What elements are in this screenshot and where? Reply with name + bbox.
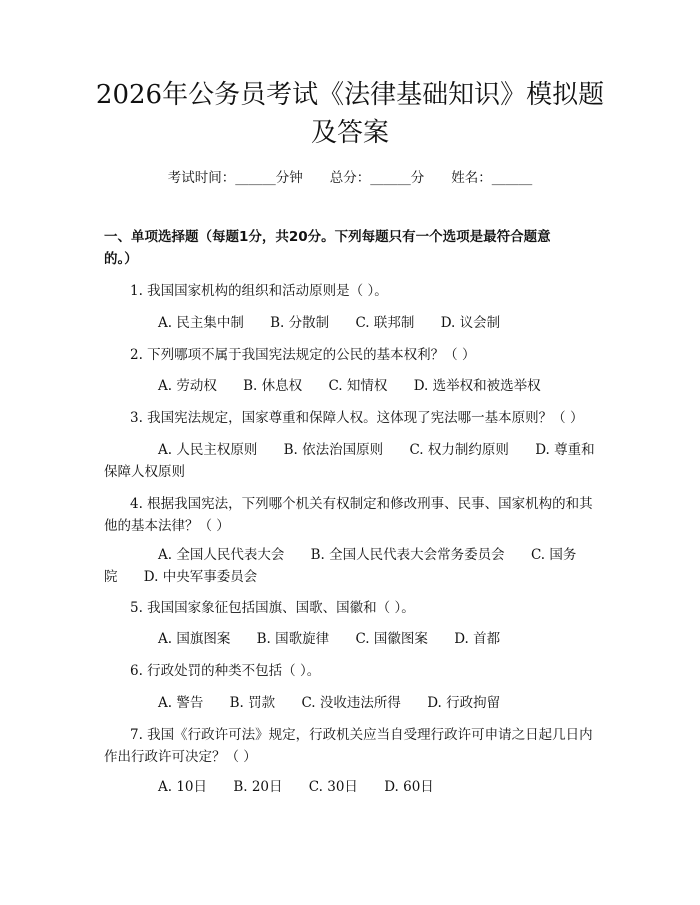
question-6-stem: 6. 行政处罚的种类不包括（ ）。 [130, 663, 321, 679]
option-a: A. 国旗图案 [158, 631, 231, 647]
option-d: D. 60日 [384, 779, 434, 795]
option-d: D. 行政拘留 [427, 695, 501, 711]
option-d: D. 首都 [454, 631, 501, 647]
question-7-options [104, 776, 600, 798]
question-5-options [104, 628, 600, 650]
question-3-stem: 3. 我国宪法规定，国家尊重和保障人权。这体现了宪法哪一基本原则？（ ） [130, 410, 584, 426]
option-c: C. 权力制约原则 [409, 442, 509, 458]
exam-info-line: 考试时间：______分钟 总分：______分 姓名：______ [167, 170, 533, 186]
option-c: C. 30日 [308, 779, 358, 795]
question-6-options [104, 692, 600, 714]
option-d: D. 议会制 [440, 315, 501, 331]
question-4-options [104, 544, 600, 588]
option-d: D. 尊重和保障人权原则 [104, 442, 595, 480]
option-a: A. 全国人民代表大会 [158, 547, 285, 563]
question-1-stem: 1. 我国国家机构的组织和活动原则是（ ）。 [130, 283, 388, 299]
question-4-stem: 4. 根据我国宪法，下列哪个机关有权制定和修改刑事、民事、国家机构的和其他的基本法律？（ ） [104, 496, 593, 534]
question-2-options [104, 375, 600, 397]
question-1-options [104, 312, 600, 334]
option-a: A. 民主集中制 [158, 315, 244, 331]
option-b: B. 全国人民代表大会常务委员会 [310, 547, 505, 563]
option-a: A. 劳动权 [158, 378, 217, 394]
question-3-options [104, 439, 600, 483]
option-c: C. 国务院 [104, 547, 577, 585]
option-b: B. 国歌旋律 [256, 631, 330, 647]
option-b: B. 20日 [233, 779, 283, 795]
option-b: B. 分散制 [270, 315, 330, 331]
option-c: C. 国徽图案 [355, 631, 428, 647]
option-c: C. 没收违法所得 [301, 695, 401, 711]
option-b: B. 罚款 [229, 695, 276, 711]
option-a: A. 警告 [158, 695, 204, 711]
option-d: D. 选举权和被选举权 [413, 378, 541, 394]
question-2-stem: 2. 下列哪项不属于我国宪法规定的公民的基本权利？（ ） [130, 347, 476, 363]
option-b: B. 休息权 [243, 378, 303, 394]
option-c: C. 知情权 [328, 378, 388, 394]
option-a: A. 10日 [158, 779, 208, 795]
option-c: C. 联邦制 [355, 315, 415, 331]
question-5-stem: 5. 我国国家象征包括国旗、国歌、国徽和（ ）。 [130, 600, 415, 616]
option-a: A. 人民主权原则 [158, 442, 258, 458]
question-7-stem: 7. 我国《行政许可法》规定，行政机关应当自受理行政许可申请之日起几日内作出行政许可决定？（ ） [104, 727, 593, 765]
option-b: B. 依法治国原则 [283, 442, 384, 458]
section-heading: 一、单项选择题（每题1分，共20分。下列每题只有一个选项是最符合题意的。） [104, 229, 551, 267]
document-title: 2026年公务员考试《法律基础知识》模拟题及答案 [95, 80, 605, 148]
option-d: D. 中央军事委员会 [143, 569, 258, 585]
